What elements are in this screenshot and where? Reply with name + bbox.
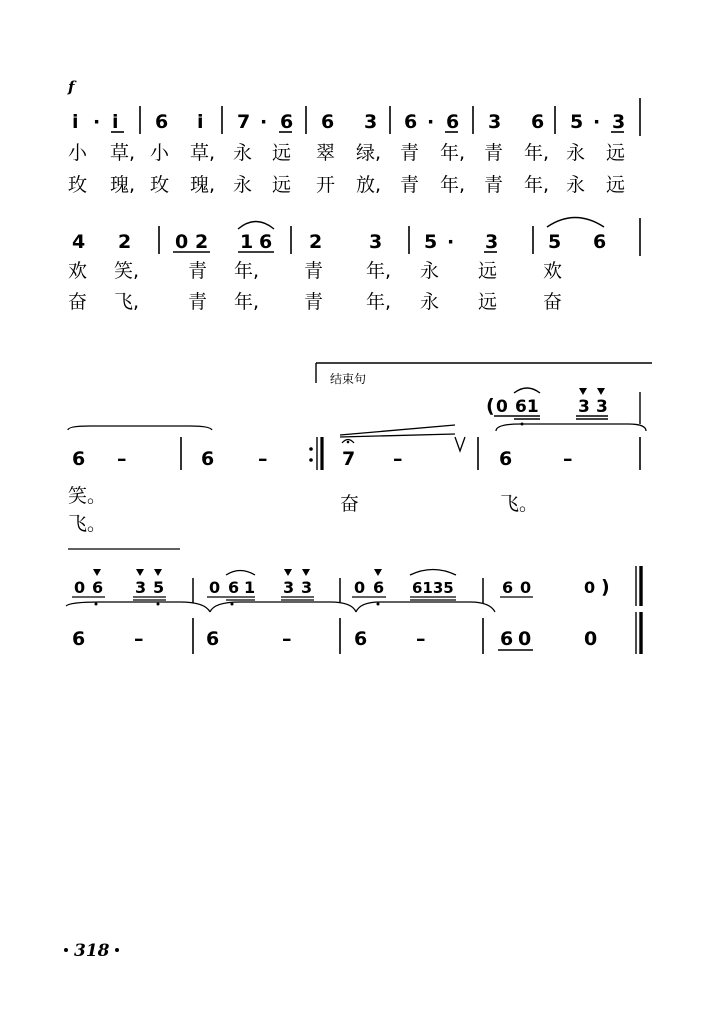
row2-slurs [238,218,604,230]
page-number [64,941,119,961]
ending-bracket [316,363,652,383]
note: 6 [259,231,273,253]
note: 6 [201,448,215,470]
acc-note: 5 [153,578,165,597]
lyric: 永 [566,174,586,196]
lyric: 青 [400,174,420,196]
dash: – [117,448,127,470]
dot: · [260,111,268,133]
note: 2 [195,231,209,253]
breath-mark [455,437,465,451]
note: 7 [342,448,356,470]
lyric: 永 [233,174,253,196]
acc-note: 0 [584,578,596,597]
note: 3 [488,111,502,133]
note: 3 [364,111,378,133]
acc-note: 0 [74,578,86,597]
note: 4 [72,231,86,253]
lyric: 笑, [114,260,140,282]
lyric: 奋 [340,493,360,515]
row2-barlines [159,218,640,256]
lyric: 小 [68,142,88,164]
lyric: 青 [188,291,208,313]
note: 0 [584,628,598,650]
note: 6 [404,111,418,133]
lyric: 年, [234,291,260,313]
lyric: 欢 [543,260,563,282]
note: 5 [570,111,584,133]
lyric: 远 [478,291,498,313]
row4-accompaniment [74,578,595,597]
note: 7 [237,111,251,133]
lyric: 青 [304,260,324,282]
dot: · [93,111,101,133]
acc-paren-open: ( [486,395,495,417]
row1-barlines [140,98,640,136]
note: 6 [206,628,220,650]
lyric: 放, [356,174,382,196]
acc-note: 0 [520,578,532,597]
lyric: 青 [484,142,504,164]
note: 6 [280,111,294,133]
lyric: 远 [606,174,626,196]
lyric: 远 [272,174,292,196]
note: 5 [424,231,438,253]
lyric: 飞。 [500,493,539,515]
note: 6 [155,111,169,133]
note: 2 [118,231,132,253]
acc-note: 3 [135,578,147,597]
lyric: 远 [606,142,626,164]
ending-label: 结束句 [330,372,367,386]
lyric: 玫 [150,174,170,196]
row3-accompaniment [496,397,608,417]
page-number-text: 318 [74,941,110,961]
note: 0 [518,628,532,650]
note: 6 [72,628,86,650]
dot: · [593,111,601,133]
lyric: 青 [304,291,324,313]
lyric: 年, [440,142,466,164]
lyric: 翠 [316,142,336,164]
lyric: 永 [420,291,440,313]
note: i [72,111,79,133]
lyric: 年, [440,174,466,196]
row2-notes [72,231,606,253]
dynamic-mark: f [68,78,75,96]
row2-lyrics-verse2 [68,291,562,313]
acc-note: 3 [301,578,313,597]
lyric: 青 [400,142,420,164]
lyric: 欢 [68,260,88,282]
lyric: 奋 [68,291,88,313]
dot: · [427,111,435,133]
note: 6 [354,628,368,650]
lyric: 年, [524,174,550,196]
row3-lyrics [68,485,538,535]
lyric: 奋 [543,291,563,313]
lyric: 笑。 [68,485,107,507]
note: 6 [72,448,86,470]
row1-lyrics-verse2 [68,174,625,196]
lyric: 开 [316,174,336,196]
acc-paren-close: ) [601,576,610,598]
lyric: 永 [566,142,586,164]
lyric: 飞, [114,291,140,313]
row1-notes [72,111,625,133]
dash: – [258,448,268,470]
lyric: 瑰, [190,174,216,196]
dash: – [563,448,573,470]
note: 1 [240,231,254,253]
lyric: 青 [484,174,504,196]
acc-note: 0 [354,578,366,597]
dash: – [134,628,144,650]
lyric: 永 [420,260,440,282]
lyric: 飞。 [68,513,107,535]
dash: – [416,628,426,650]
acc-note: 6135 [412,579,454,597]
note: 2 [309,231,323,253]
acc-note: 6 [502,578,514,597]
note: 3 [369,231,383,253]
acc-note: 0 [209,578,221,597]
lyric: 小 [150,142,170,164]
note: i [112,111,119,133]
note: 6 [500,628,514,650]
repeat-sign [309,437,322,470]
row4-connecting-slurs [66,602,495,612]
note: 6 [593,231,607,253]
lyric: 绿, [356,142,382,164]
acc-note: 1 [244,578,256,597]
note: 6 [321,111,335,133]
acc-note: 6 [228,578,240,597]
lyric: 年, [366,260,392,282]
row1-lyrics-verse1 [68,142,625,164]
lyric: 玫 [68,174,88,196]
note: 0 [175,231,189,253]
note: 6 [499,448,513,470]
note: 5 [548,231,562,253]
acc-note: 3 [283,578,295,597]
lyric: 年, [524,142,550,164]
acc-note: 6 [373,578,385,597]
lyric: 年, [366,291,392,313]
lyric: 青 [188,260,208,282]
note: 6 [446,111,460,133]
lyric: 草, [110,142,136,164]
note: 3 [612,111,626,133]
lyric: 瑰, [110,174,136,196]
lyric: 草, [190,142,216,164]
note: i [197,111,204,133]
dash: – [393,448,403,470]
note: 3 [485,231,499,253]
row4-notes [72,628,597,650]
dot: · [447,231,455,253]
lyric: 永 [233,142,253,164]
acc-note: 0 [496,397,508,417]
acc-note: 61 [515,397,539,417]
note: 6 [531,111,545,133]
lyric: 远 [478,260,498,282]
fermata-dot [347,441,350,444]
acc-note: 6 [92,578,104,597]
lyric: 远 [272,142,292,164]
lyric: 年, [234,260,260,282]
row2-lyrics-verse1 [68,260,562,282]
row3-ties [68,424,646,437]
dash: – [282,628,292,650]
acc-note: 3 [578,397,590,417]
acc-note: 3 [596,397,608,417]
